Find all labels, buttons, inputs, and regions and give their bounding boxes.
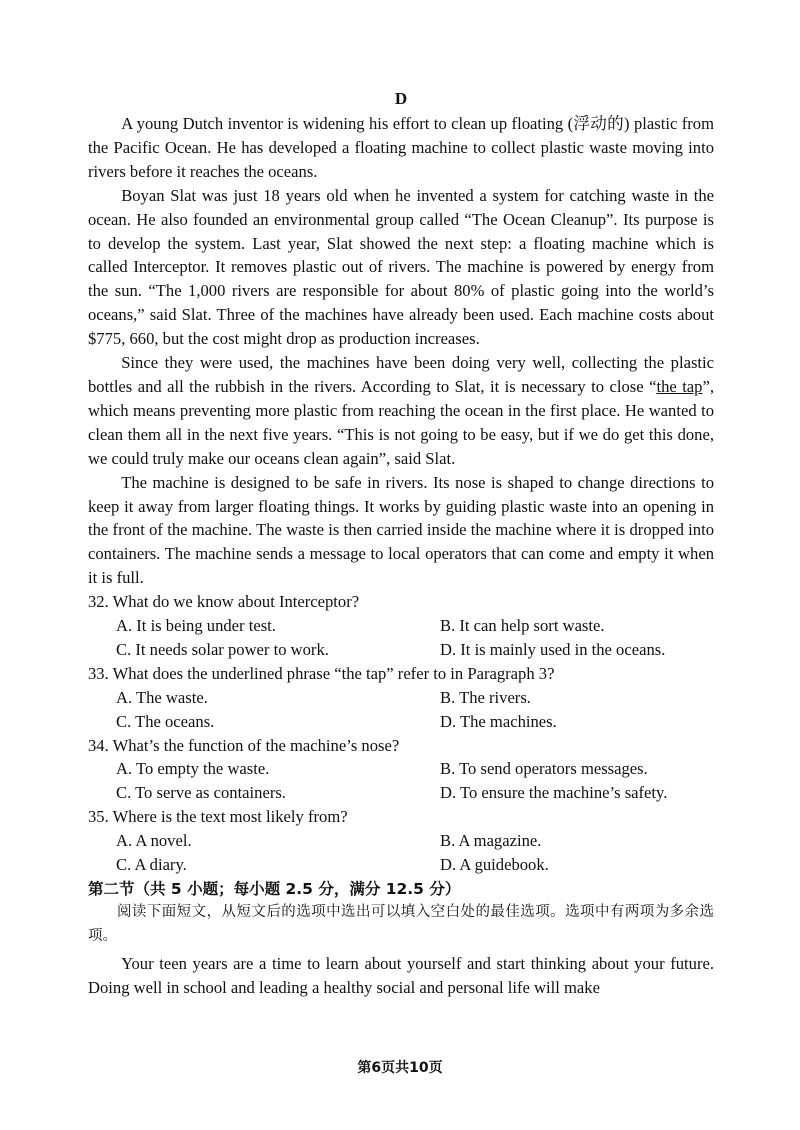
question-32 bbox=[88, 590, 714, 662]
question-stem: 32. What do we know about Interceptor? bbox=[88, 592, 360, 612]
option-a: A. The waste. bbox=[116, 687, 208, 707]
options bbox=[88, 829, 714, 877]
underlined-phrase: the tap bbox=[656, 376, 703, 396]
question-stem: 35. Where is the text most likely from? bbox=[88, 807, 348, 827]
exam-page bbox=[88, 88, 714, 1000]
paragraph-3-text-b: ”, which means preventing more plastic from reaching the ocean in the first place. He wanted to clean them all in the next five years. “This is not going to be easy, but if we do get this done, we could truly make our oceans clean again”, said Slat. bbox=[88, 376, 714, 468]
option-c: C. A diary. bbox=[116, 855, 187, 875]
option-d: D. A guidebook. bbox=[440, 855, 549, 875]
question-stem: 34. What’s the function of the machine’s nose? bbox=[88, 735, 400, 755]
option-d: D. It is mainly used in the oceans. bbox=[440, 639, 666, 659]
option-a: A. To empty the waste. bbox=[116, 759, 270, 779]
page-number: 第6页共10页 bbox=[357, 1060, 443, 1076]
options bbox=[88, 757, 714, 805]
section-2-heading: 第二节（共 5 小题；每小题 2.5 分，满分 12.5 分） bbox=[88, 880, 461, 898]
option-c: C. To serve as containers. bbox=[116, 783, 286, 803]
passage-paragraph-4: The machine is designed to be safe in rivers. Its nose is shaped to change directions to keep it away from larger floating things. It works by guiding plastic waste into an opening in the front of the machine. The waste is then carried inside the machine where it is dropped into containers. The machine sends a message to local operators that can come and empty it when it is full. bbox=[88, 472, 714, 588]
question-stem: 33. What does the underlined phrase “the tap” refer to in Paragraph 3? bbox=[88, 663, 555, 683]
option-c: C. The oceans. bbox=[116, 711, 215, 731]
option-a: A. A novel. bbox=[116, 831, 192, 851]
section-2-instruction: 阅读下面短文，从短文后的选项中选出可以填入空白处的最佳选项。选项中有两项为多余选项。 bbox=[88, 904, 714, 944]
passage-paragraph-1: A young Dutch inventor is widening his effort to clean up floating (浮动的) plastic from the Pacific Ocean. He has developed a floating machine to collect plastic waste moving into rivers before it reaches the oceans. bbox=[88, 114, 714, 181]
options bbox=[88, 614, 714, 662]
passage-letter: D bbox=[394, 89, 408, 108]
option-a: A. It is being under test. bbox=[116, 616, 276, 636]
option-b: B. It can help sort waste. bbox=[440, 616, 605, 636]
option-b: B. To send operators messages. bbox=[440, 759, 648, 779]
passage-paragraph-3 bbox=[88, 351, 714, 471]
option-d: D. To ensure the machine’s safety. bbox=[440, 783, 668, 803]
option-b: B. A magazine. bbox=[440, 831, 542, 851]
question-35 bbox=[88, 805, 714, 877]
paragraph-3-text-a: Since they were used, the machines have been doing very well, collecting the plastic bottles and all the rubbish in the rivers. According to Slat, it is necessary to close “ bbox=[88, 353, 714, 396]
options bbox=[88, 686, 714, 734]
passage-paragraph-2: Boyan Slat was just 18 years old when he invented a system for catching waste in the ocean. He also founded an environmental group called “The Ocean Cleanup”. Its purpose is to develop the system. Last year, Slat showed the next step: a floating machine which is called Interceptor. It removes plastic out of rivers. The machine is powered by energy from the sun. “The 1,000 rivers are responsible for about 80% of plastic going into the world’s oceans,” said Slat. Three of the machines have already been used. Each machine costs about $775, 660, but the cost might drop as production increases. bbox=[88, 185, 714, 349]
option-d: D. The machines. bbox=[440, 711, 557, 731]
section-2-paragraph-1: Your teen years are a time to learn about yourself and start thinking about your future. Doing well in school and leading a healthy social and personal life will make bbox=[88, 954, 714, 997]
option-c: C. It needs solar power to work. bbox=[116, 639, 329, 659]
question-33 bbox=[88, 662, 714, 734]
option-b: B. The rivers. bbox=[440, 687, 531, 707]
question-34 bbox=[88, 734, 714, 806]
